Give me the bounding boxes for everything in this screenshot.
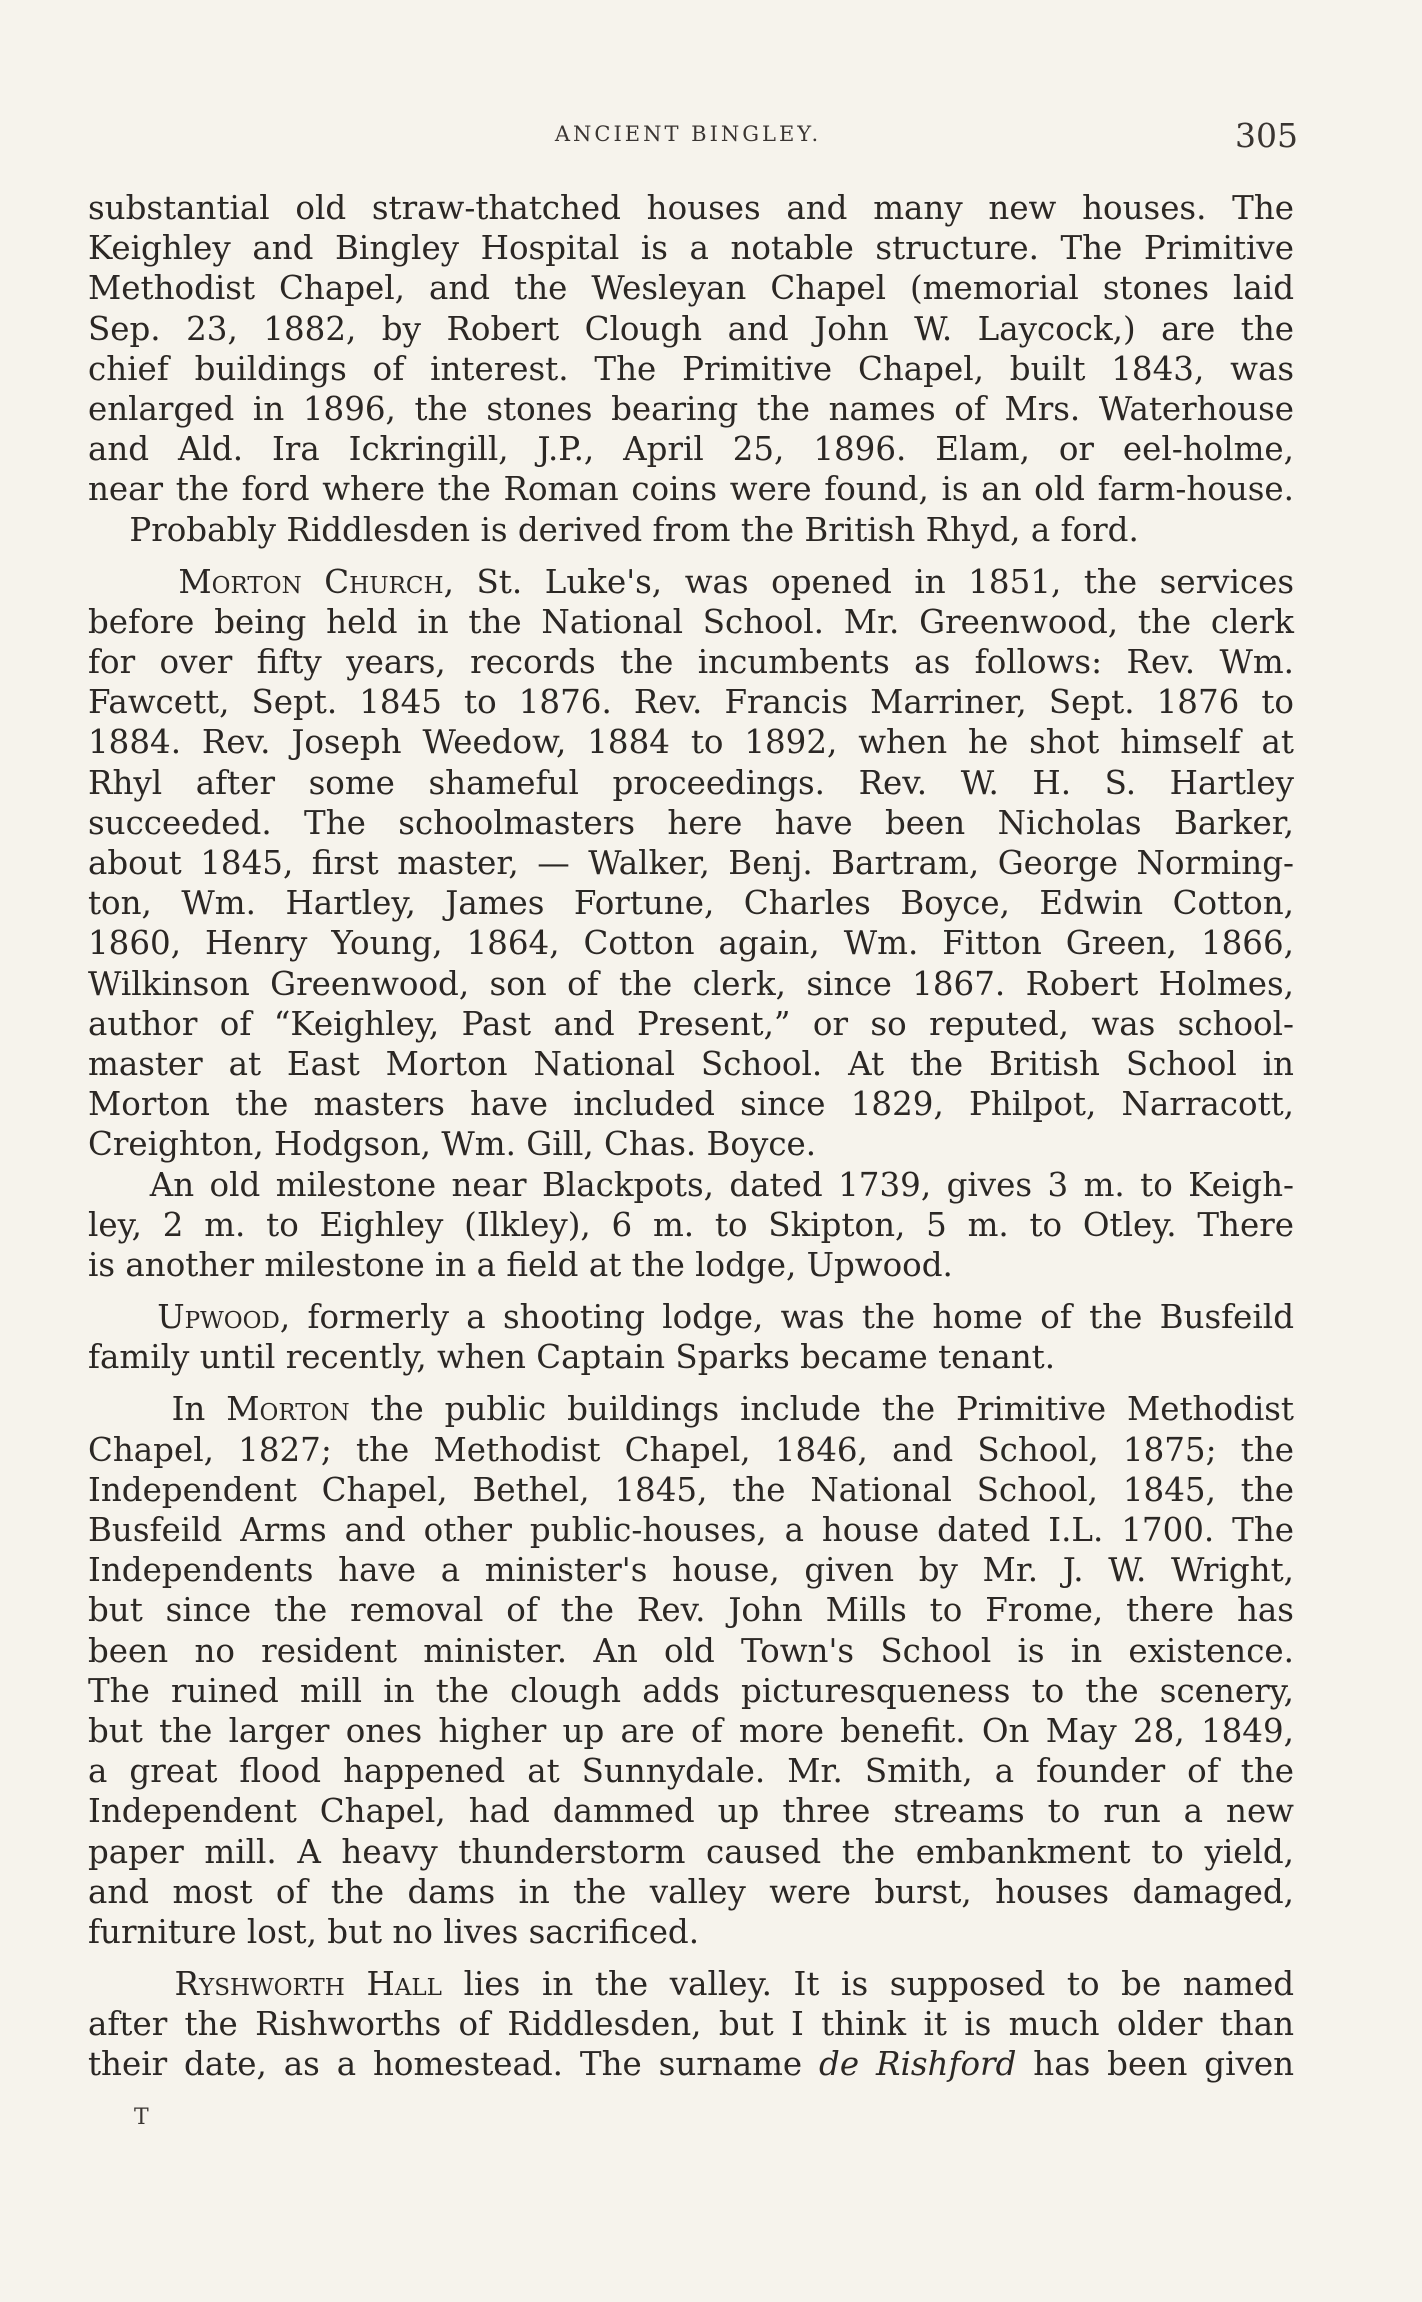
text-line xyxy=(88,1297,1294,1337)
text-line: but since the removal of the Rev. John Mills to Frome, there has xyxy=(88,1591,1294,1630)
text-line: chief buildings of interest. The Primitive Chapel, built 1843, was xyxy=(88,349,1294,388)
text-line: a great flood happened at Sunnydale. Mr. Smith, a founder of the xyxy=(88,1752,1294,1791)
text-line: 1860, Henry Young, 1864, Cotton again, Wm. Fitton Green, 1866, xyxy=(88,924,1294,963)
text-line: Chapel, 1827; the Methodist Chapel, 1846, and School, 1875; the xyxy=(88,1430,1294,1469)
text-line: ton, Wm. Hartley, James Fortune, Charles Boyce, Edwin Cotton, xyxy=(88,884,1294,923)
text-line: Wilkinson Greenwood, son of the clerk, since 1867. Robert Holmes, xyxy=(88,964,1294,1003)
italic-surname: de Rishford xyxy=(819,2045,1017,2084)
text-line: and Ald. Ira Ickringill, J.P., April 25, 1896. Elam, or eel-holme, xyxy=(88,430,1294,469)
text-line: is another milestone in a field at the lodge, Upwood. xyxy=(88,1245,953,1284)
text-line: Fawcett, Sept. 1845 to 1876. Rev. Francis Marriner, Sept. 1876 to xyxy=(88,683,1294,722)
small-caps-heading: Ryshworth Hall xyxy=(174,1965,442,2004)
line-text: formerly a shooting lodge, was the home of the Busfeild xyxy=(290,1298,1294,1337)
text-line: Keighley and Bingley Hospital is a notable structure. The Primitive xyxy=(88,229,1294,268)
line-text: lies in the valley. It is supposed to be named xyxy=(441,1965,1295,2004)
text-line: author of “Keighley, Past and Present,” or so reputed, was school- xyxy=(88,1004,1294,1043)
small-caps-heading: Upwood, xyxy=(157,1298,291,1337)
text-line: ley, 2 m. to Eighley (Ilkley), 6 m. to Skipton, 5 m. to Otley. There xyxy=(88,1205,1294,1244)
paragraph xyxy=(88,188,1294,550)
text-line: Morton the masters have included since 1829, Philpot, Narracott, xyxy=(88,1085,1294,1124)
text-line: near the ford where the Roman coins were found, is an old farm-house. xyxy=(88,470,1294,509)
text-line xyxy=(88,1389,1294,1429)
text-line: enlarged in 1896, the stones bearing the names of Mrs. Waterhouse xyxy=(88,389,1294,428)
text-line: Methodist Chapel, and the Wesleyan Chapel (memorial stones laid xyxy=(88,269,1294,308)
text-line: Rhyl after some shameful proceedings. Rev. W. H. S. Hartley xyxy=(88,763,1294,802)
text-line: Sep. 23, 1882, by Robert Clough and John W. Laycock,) are the xyxy=(88,309,1294,348)
text-line: Probably Riddlesden is derived from the British Rhyd, a ford. xyxy=(88,510,1139,549)
text-line: about 1845, first master, — Walker, Benj. Bartram, George Norming- xyxy=(88,844,1294,882)
text-line: before being held in the National School. Mr. Greenwood, the clerk xyxy=(88,602,1294,641)
text-line: Creighton, Hodgson, Wm. Gill, Chas. Boyce. xyxy=(88,1125,817,1164)
line-text: has been given xyxy=(1016,2045,1295,2084)
text-line xyxy=(88,562,1294,602)
text-line: The ruined mill in the clough adds picturesqueness to the scenery, xyxy=(88,1671,1294,1710)
text-line: but the larger ones higher up are of more benefit. On May 28, 1849, xyxy=(88,1711,1294,1750)
line-text: the public buildings include the Primitive Methodist xyxy=(349,1390,1294,1429)
small-caps-heading: Morton Church, xyxy=(178,562,454,601)
text-line: for over fifty years, records the incumbents as follows: Rev. Wm. xyxy=(88,643,1294,682)
line-text: their date, as a homestead. The surname xyxy=(88,2045,820,2084)
running-title: ANCIENT BINGLEY. xyxy=(554,122,822,146)
text-line: succeeded. The schoolmasters here have been Nicholas Barker, xyxy=(88,803,1294,842)
paragraph xyxy=(88,1964,1294,2085)
line-text: St. Luke's, was opened in 1851, the services xyxy=(453,562,1295,601)
running-head xyxy=(88,116,1298,158)
text-line: Independent Chapel, Bethel, 1845, the National School, 1845, the xyxy=(88,1470,1294,1509)
text-line: Independents have a minister's house, given by Mr. J. W. Wright, xyxy=(88,1551,1294,1590)
paragraph xyxy=(88,562,1294,1285)
text-line: substantial old straw-thatched houses and many new houses. The xyxy=(88,189,1294,227)
page-number: 305 xyxy=(1235,116,1298,155)
small-caps-heading: Morton xyxy=(226,1390,350,1429)
text-line: Independent Chapel, had dammed up three streams to run a new xyxy=(88,1792,1294,1831)
text-line: and most of the dams in the valley were burst, houses damaged, xyxy=(88,1872,1294,1911)
text-line: been no resident minister. An old Town's School is in existence. xyxy=(88,1631,1294,1670)
text-line: furniture lost, but no lives sacrificed. xyxy=(88,1912,700,1951)
text-line xyxy=(88,2044,1294,2084)
paragraph xyxy=(88,1389,1294,1952)
text-line: An old milestone near Blackpots, dated 1739, gives 3 m. to Keigh- xyxy=(88,1165,1294,1204)
text-line: after the Rishworths of Riddlesden, but I think it is much older than xyxy=(88,2005,1294,2044)
body-text xyxy=(88,188,1294,2085)
text-line xyxy=(88,1964,1294,2004)
text-line: Busfeild Arms and other public-houses, a house dated I.L. 1700. The xyxy=(88,1511,1294,1549)
text-line: family until recently, when Captain Sparks became tenant. xyxy=(88,1338,1056,1377)
text-line: 1884. Rev. Joseph Weedow, 1884 to 1892, when he shot himself at xyxy=(88,723,1294,762)
text-line: paper mill. A heavy thunderstorm caused the embankment to yield, xyxy=(88,1832,1294,1871)
paragraph xyxy=(88,1297,1294,1377)
line-text: In xyxy=(171,1390,227,1429)
text-line: master at East Morton National School. At the British School in xyxy=(88,1044,1294,1083)
signature-mark: T xyxy=(134,2105,149,2130)
